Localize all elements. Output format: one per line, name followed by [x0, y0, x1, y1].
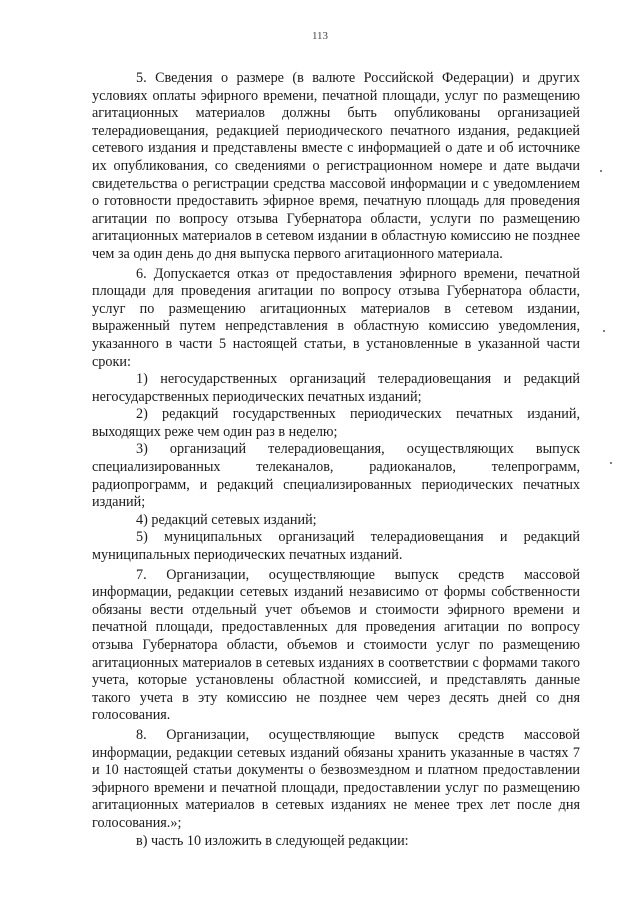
document-body — [92, 70, 580, 850]
paragraph-7: 7. Организации, осуществляющие выпуск средств массовой информации, редакции сетевых изданий независимо от формы собственности обязаны вести отдельный учет объемов и стоимости эфирного времени и печатной площади, предоставленных для проведения агитации по вопросу отзыва Губернатора области, объемов и стоимости услуг по размещению агитационных материалов в сетевых изданиях в соответствии с формами такого учета, которые установлены областной комиссией, и представлять данные такого учета в эту комиссию не позднее чем через десять дней со дня голосования. — [92, 566, 580, 724]
paragraph-8: 8. Организации, осуществляющие выпуск средств массовой информации, редакции сетевых изданий обязаны хранить указанные в частях 7 и 10 настоящей статьи документы о безвозмездном и платном предоставлении эфирного времени и печатной площади, предоставлении услуг по размещению агитационных материалов в сетевых изданиях не менее трех лет после дня голосования.»; — [92, 726, 580, 831]
list-item-3: 3) организаций телерадиовещания, осуществляющих выпуск специализированных телеканалов, радиоканалов, телепрограмм, радиопрограмм, и редакций специализированных периодических печатных изданий; — [92, 441, 580, 511]
scan-speck — [603, 330, 605, 332]
list-item-4: 4) редакций сетевых изданий; — [136, 511, 317, 528]
list-item-1: 1) негосударственных организаций телерадиовещания и редакций негосударственных периодических печатных изданий; — [92, 371, 580, 405]
scan-speck — [600, 170, 602, 172]
scan-speck — [610, 462, 612, 464]
list-item-5: 5) муниципальных организаций телерадиовещания и редакций муниципальных периодических печатных изданий. — [92, 529, 580, 564]
paragraph-6: 6. Допускается отказ от предоставления эфирного времени, печатной площади для проведения агитации по вопросу отзыва Губернатора области, услуг по размещению агитационных материалов в сетевом издании, выраженный путем непредставления в областную комиссию уведомления, указанного в части 5 настоящей статьи, в установленные в указанной части сроки: — [92, 265, 580, 370]
page-number: 113 — [311, 30, 329, 42]
paragraph-amendment: в) часть 10 изложить в следующей редакции: — [136, 832, 409, 849]
paragraph-5: 5. Сведения о размере (в валюте Российской Федерации) и других условиях оплаты эфирного времени, печатной площади, услуг по размещению агитационных материалов должны быть опубликованы организацией телерадиовещания, редакцией периодического печатного издания, редакцией сетевого издания и представлены вместе с информацией о дате и об источнике их опубликования, со сведениями о регистрационном номере и дате выдачи свидетельства о регистрации средства массовой информации и с уведомлением о готовности предоставить эфирное время, печатную площадь для проведения агитации по вопросу отзыва Губернатора области, услуги по размещению агитационных материалов в сетевом издании в областную комиссию не позднее чем за один день до дня выпуска первого агитационного материала. — [92, 70, 580, 262]
list-item-2: 2) редакций государственных периодических печатных изданий, выходящих реже чем один раз в неделю; — [92, 406, 580, 440]
